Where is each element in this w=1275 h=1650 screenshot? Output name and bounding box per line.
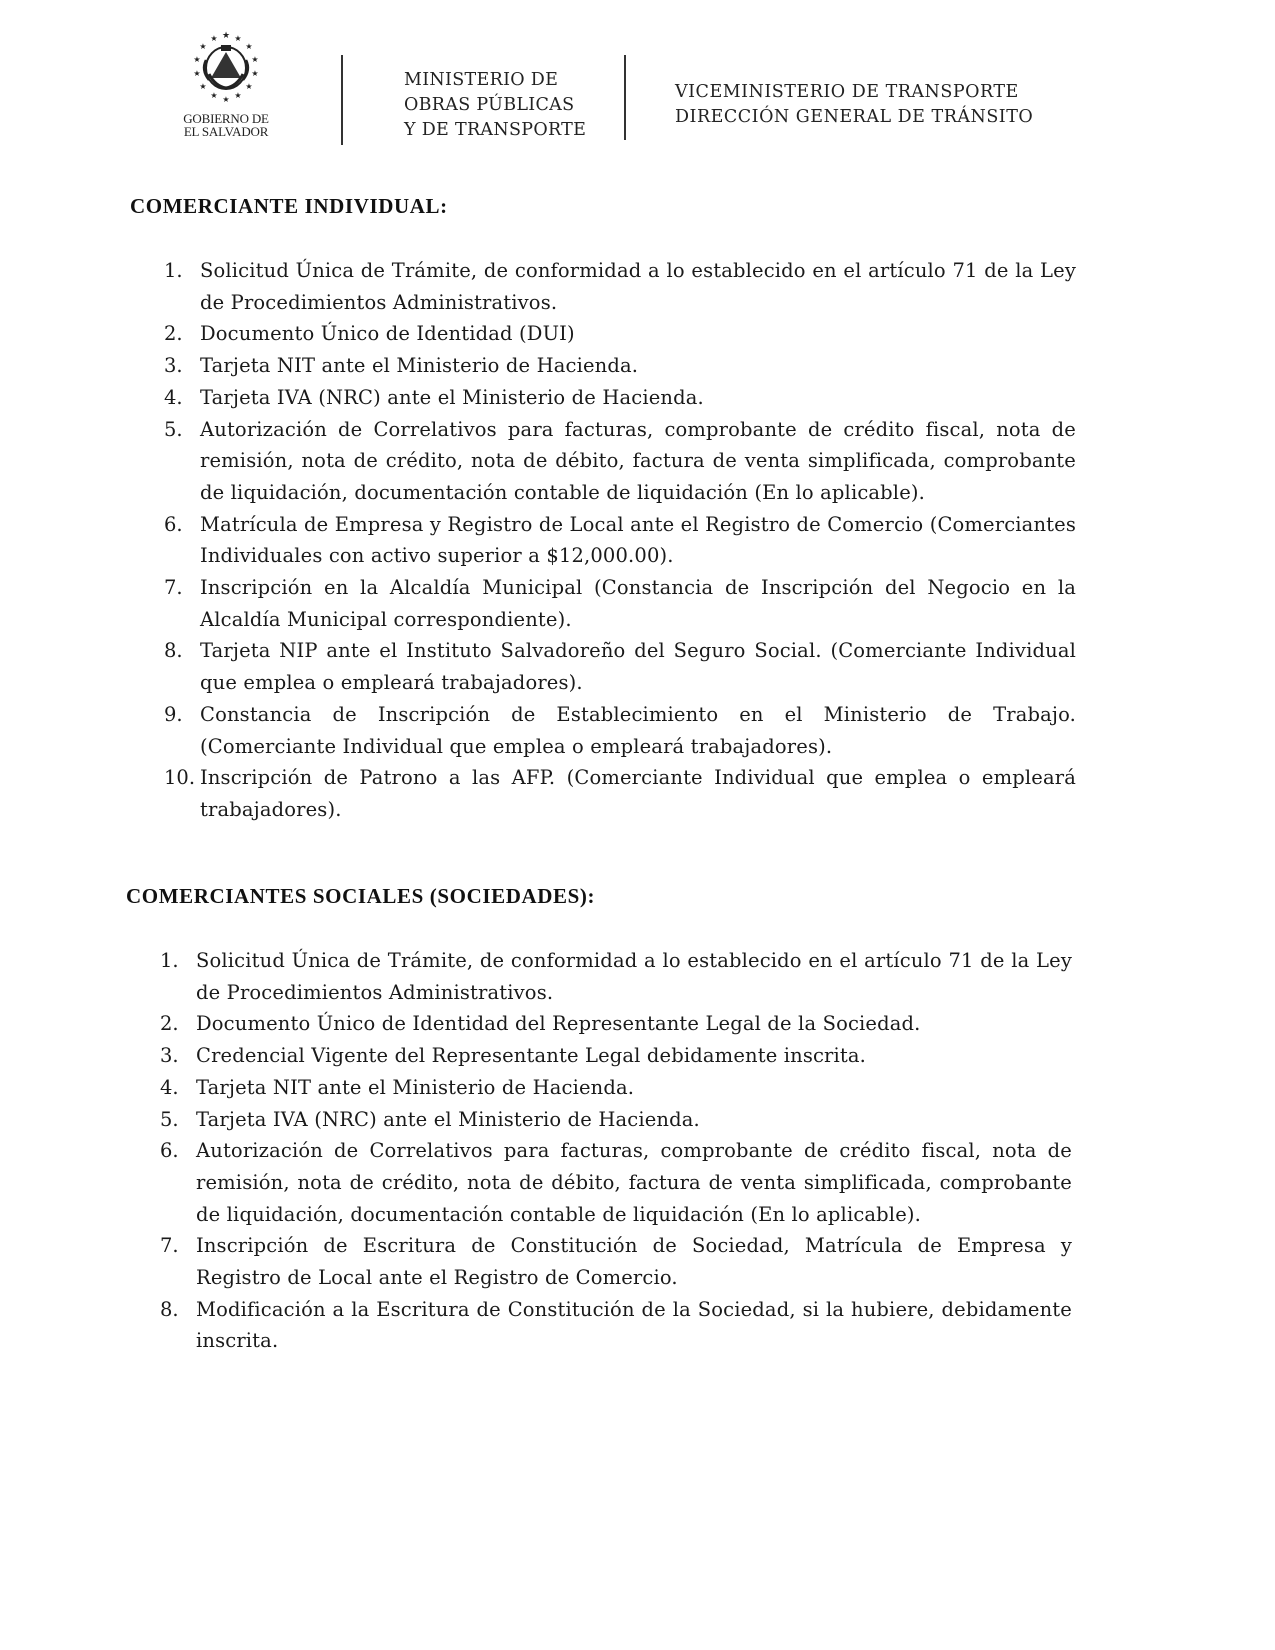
svg-text:★: ★	[193, 69, 201, 78]
item-text: Tarjeta IVA (NRC) ante el Ministerio de Hacienda.	[196, 1107, 700, 1131]
ministry-name	[404, 68, 586, 143]
item-number: 4.	[164, 385, 183, 409]
ministry-line-1: MINISTERIO DE	[404, 70, 559, 90]
svg-text:★: ★	[251, 69, 259, 78]
list-item	[164, 318, 1076, 350]
item-number: 3.	[160, 1044, 179, 1068]
list-item	[164, 572, 1076, 635]
item-text: Inscripción de Patrono a las AFP. (Comerciante Individual que emplea o empleará trabajadores).	[200, 766, 1076, 821]
item-number: 1.	[164, 259, 183, 282]
list-item	[164, 255, 1076, 318]
svg-text:★: ★	[221, 31, 231, 41]
svg-text:★: ★	[251, 55, 259, 64]
item-number: 2.	[164, 322, 183, 346]
section-heading-individual: COMERCIANTE INDIVIDUAL:	[130, 194, 448, 218]
item-text: Tarjeta NIP ante el Instituto Salvadoreño del Seguro Social. (Comerciante Individual que emplea o empleará trabajadores).	[200, 639, 1076, 695]
item-text: Autorización de Correlativos para facturas, comprobante de crédito fiscal, nota de remisión, nota de crédito, nota de débito, factura de venta simplificada, comprobante de liquidación, documentación contable de liquidación (En lo aplicable).	[196, 1139, 1072, 1226]
list-item	[164, 635, 1076, 698]
list-item	[160, 1040, 1072, 1072]
section-heading-societies: COMERCIANTES SOCIALES (SOCIEDADES):	[126, 884, 596, 908]
item-number: 2.	[160, 1012, 179, 1036]
list-item	[164, 350, 1076, 382]
coat-of-arms-icon	[181, 30, 271, 112]
list-item	[164, 509, 1076, 572]
item-text: Tarjeta IVA (NRC) ante el Ministerio de Hacienda.	[200, 385, 704, 409]
government-logo	[176, 30, 276, 138]
svg-text:★: ★	[193, 55, 201, 64]
item-number: 9.	[164, 702, 183, 726]
item-number: 8.	[160, 1297, 179, 1321]
item-number: 6.	[164, 512, 183, 536]
svg-text:★: ★	[199, 42, 207, 51]
item-number: 10.	[164, 766, 196, 790]
requirements-list-individual	[164, 255, 1076, 826]
item-text: Modificación a la Escritura de Constitución de la Sociedad, si la hubiere, debidamente inscrita.	[196, 1297, 1072, 1353]
svg-text:★: ★	[199, 82, 207, 91]
header-divider-1	[341, 55, 343, 145]
item-number: 3.	[164, 354, 183, 378]
item-text: Inscripción de Escritura de Constitución de Sociedad, Matrícula de Empresa y Registro de Local ante el Registro de Comercio.	[196, 1234, 1072, 1290]
vice-ministry-name	[675, 80, 1033, 130]
item-number: 4.	[160, 1075, 179, 1099]
list-item	[160, 945, 1072, 1008]
list-item	[164, 762, 1076, 825]
svg-text:★: ★	[234, 91, 242, 100]
svg-text:★: ★	[222, 95, 230, 104]
list-item	[160, 1230, 1072, 1293]
svg-text:★: ★	[245, 82, 253, 91]
svg-text:★: ★	[210, 34, 218, 43]
item-text: Tarjeta NIT ante el Ministerio de Hacienda.	[196, 1075, 635, 1099]
item-text: Matrícula de Empresa y Registro de Local ante el Registro de Comercio (Comerciantes Individuales con activo superior a $12,000.00).	[200, 512, 1076, 568]
item-number: 6.	[160, 1139, 179, 1163]
header-divider-2	[624, 55, 626, 140]
list-item	[160, 1072, 1072, 1104]
svg-text:★: ★	[210, 91, 218, 100]
list-item	[164, 382, 1076, 414]
item-number: 5.	[160, 1107, 179, 1131]
government-line-1: GOBIERNO DE	[183, 111, 269, 126]
vice-line-1: VICEMINISTERIO DE TRANSPORTE	[675, 82, 1019, 102]
item-text: Constancia de Inscripción de Establecimiento en el Ministerio de Trabajo. (Comerciante Individual que emplea o empleará trabajadores).	[200, 702, 1076, 758]
list-item	[164, 699, 1076, 762]
svg-text:★: ★	[234, 34, 242, 43]
item-text: Solicitud Única de Trámite, de conformidad a lo establecido en el artículo 71 de la Ley de Procedimientos Administrativos.	[200, 259, 1076, 314]
item-text: Solicitud Única de Trámite, de conformidad a lo establecido en el artículo 71 de la Ley de Procedimientos Administrativos.	[196, 949, 1072, 1004]
item-text: Autorización de Correlativos para facturas, comprobante de crédito fiscal, nota de remisión, nota de crédito, nota de débito, factura de venta simplificada, comprobante de liquidación, documentación contable de liquidación (En lo aplicable).	[200, 417, 1076, 504]
list-item	[160, 1135, 1072, 1230]
item-number: 8.	[164, 639, 183, 663]
item-text: Documento Único de Identidad del Representante Legal de la Sociedad.	[196, 1012, 921, 1036]
item-number: 7.	[164, 576, 183, 600]
vice-line-2: DIRECCIÓN GENERAL DE TRÁNSITO	[675, 107, 1034, 127]
list-item	[160, 1104, 1072, 1136]
requirements-list-societies	[160, 945, 1072, 1357]
item-text: Tarjeta NIT ante el Ministerio de Hacienda.	[200, 354, 639, 378]
item-text: Documento Único de Identidad (DUI)	[200, 322, 575, 346]
ministry-line-3: Y DE TRANSPORTE	[404, 120, 587, 140]
item-text: Inscripción en la Alcaldía Municipal (Constancia de Inscripción del Negocio en la Alcaldía Municipal correspondiente).	[200, 576, 1076, 631]
ministry-line-2: OBRAS PÚBLICAS	[404, 95, 575, 115]
svg-text:★: ★	[245, 42, 253, 51]
item-number: 5.	[164, 417, 183, 441]
item-text: Credencial Vigente del Representante Legal debidamente inscrita.	[196, 1044, 867, 1068]
item-number: 7.	[160, 1234, 179, 1258]
list-item	[164, 414, 1076, 509]
item-number: 1.	[160, 949, 179, 972]
list-item	[160, 1008, 1072, 1040]
government-line-2: EL SALVADOR	[183, 124, 269, 139]
list-item	[160, 1294, 1072, 1357]
